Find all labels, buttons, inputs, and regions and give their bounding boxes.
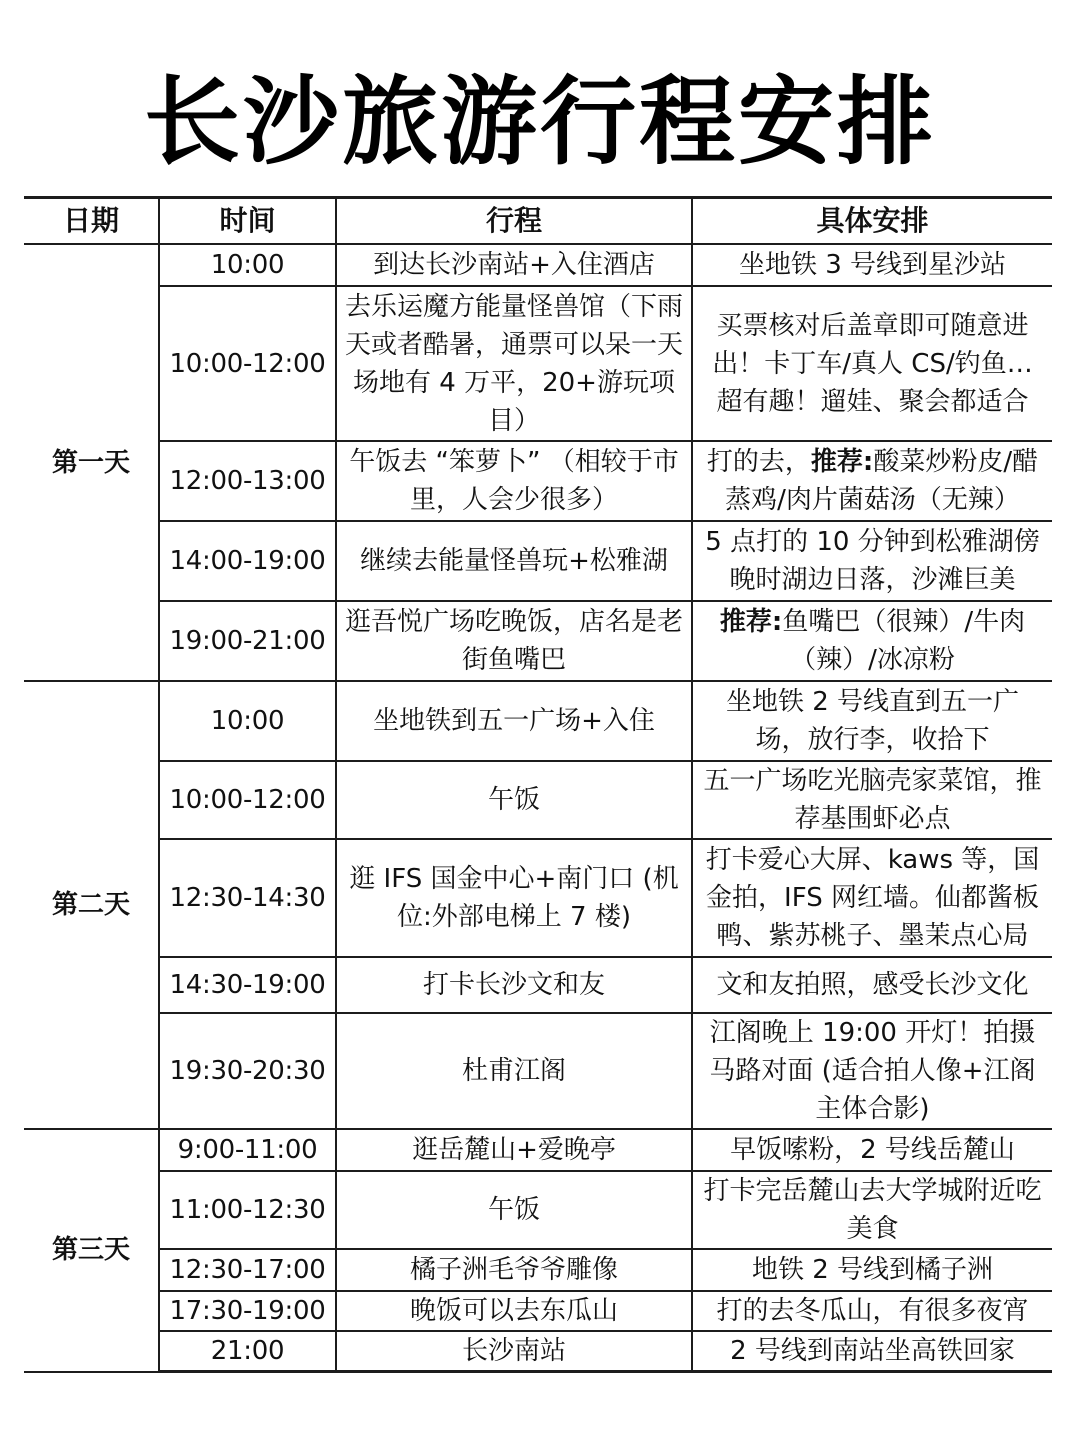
detail-cell: 五一广场吃光脑壳家菜馆，推荐基围虾必点 — [692, 761, 1052, 839]
detail-prefix: 打的去， — [706, 447, 811, 477]
itinerary-table — [24, 196, 1052, 1373]
trip-cell: 打卡长沙文和友 — [336, 957, 692, 1013]
header-row — [24, 198, 1052, 245]
trip-cell: 午饭 — [336, 1171, 692, 1249]
table-row — [24, 761, 1052, 839]
recommend-label: 推荐: — [810, 447, 874, 477]
trip-cell: 坐地铁到五一广场+入住 — [336, 681, 692, 761]
table-row — [24, 441, 1052, 521]
time-cell: 11:00-12:30 — [159, 1171, 336, 1249]
recommend-label: 推荐: — [719, 607, 783, 637]
detail-cell: 早饭嗦粉，2 号线岳麓山 — [692, 1129, 1052, 1171]
table-row — [24, 1171, 1052, 1249]
page-title: 长沙旅游行程安排 — [144, 66, 936, 178]
trip-cell: 午饭去 “笨萝卜” （相较于市里，人会少很多） — [336, 441, 692, 521]
trip-cell: 到达长沙南站+入住酒店 — [336, 244, 692, 286]
detail-cell: 打卡完岳麓山去大学城附近吃美食 — [692, 1171, 1052, 1249]
trip-cell: 逛吾悦广场吃晚饭，店名是老街鱼嘴巴 — [336, 601, 692, 681]
detail-cell: 打的去冬瓜山，有很多夜宵 — [692, 1291, 1052, 1331]
header-detail: 具体安排 — [692, 198, 1052, 245]
trip-cell: 晚饭可以去东瓜山 — [336, 1291, 692, 1331]
table-row — [24, 957, 1052, 1013]
time-cell: 12:30-14:30 — [159, 839, 336, 957]
trip-cell: 逛岳麓山+爱晚亭 — [336, 1129, 692, 1171]
trip-cell: 午饭 — [336, 761, 692, 839]
detail-text: 鱼嘴巴（很辣）/牛肉（辣）/冰凉粉 — [782, 607, 1026, 675]
detail-cell — [692, 441, 1052, 521]
detail-cell: 2 号线到南站坐高铁回家 — [692, 1331, 1052, 1372]
header-time: 时间 — [159, 198, 336, 245]
time-cell: 10:00 — [159, 244, 336, 286]
detail-cell: 地铁 2 号线到橘子洲 — [692, 1249, 1052, 1291]
table-row — [24, 1291, 1052, 1331]
detail-cell — [692, 601, 1052, 681]
table-row — [24, 1013, 1052, 1129]
time-cell: 10:00-12:00 — [159, 286, 336, 441]
time-cell: 10:00-12:00 — [159, 761, 336, 839]
detail-cell: 坐地铁 3 号线到星沙站 — [692, 244, 1052, 286]
table-row — [24, 1331, 1052, 1372]
time-cell: 17:30-19:00 — [159, 1291, 336, 1331]
time-cell: 19:00-21:00 — [159, 601, 336, 681]
trip-cell: 杜甫江阁 — [336, 1013, 692, 1129]
table-row — [24, 839, 1052, 957]
table-row — [24, 681, 1052, 761]
trip-cell: 逛 IFS 国金中心+南门口 (机位:外部电梯上 7 楼) — [336, 839, 692, 957]
day-label: 第二天 — [24, 681, 159, 1129]
detail-cell: 江阁晚上 19:00 开灯！拍摄马路对面 (适合拍人像+江阁主体合影) — [692, 1013, 1052, 1129]
detail-cell: 买票核对后盖章即可随意进出！卡丁车/真人 CS/钓鱼…超有趣！遛娃、聚会都适合 — [692, 286, 1052, 441]
header-day: 日期 — [24, 198, 159, 245]
trip-cell: 继续去能量怪兽玩+松雅湖 — [336, 521, 692, 601]
time-cell: 12:00-13:00 — [159, 441, 336, 521]
table-row — [24, 244, 1052, 286]
trip-cell: 长沙南站 — [336, 1331, 692, 1372]
table-row — [24, 286, 1052, 441]
detail-text: 酸菜炒粉皮/醋蒸鸡/肉片菌菇汤（无辣） — [725, 447, 1039, 515]
time-cell: 19:30-20:30 — [159, 1013, 336, 1129]
table-row — [24, 601, 1052, 681]
detail-cell: 文和友拍照，感受长沙文化 — [692, 957, 1052, 1013]
day-label: 第一天 — [24, 244, 159, 681]
time-cell: 21:00 — [159, 1331, 336, 1372]
time-cell: 14:00-19:00 — [159, 521, 336, 601]
detail-cell: 5 点打的 10 分钟到松雅湖傍晚时湖边日落，沙滩巨美 — [692, 521, 1052, 601]
time-cell: 10:00 — [159, 681, 336, 761]
header-trip: 行程 — [336, 198, 692, 245]
detail-cell: 坐地铁 2 号线直到五一广场，放行李，收拾下 — [692, 681, 1052, 761]
time-cell: 12:30-17:00 — [159, 1249, 336, 1291]
time-cell: 14:30-19:00 — [159, 957, 336, 1013]
detail-cell: 打卡爱心大屏、kaws 等，国金拍，IFS 网红墙。仙都酱板鸭、紫苏桃子、墨茉点心局 — [692, 839, 1052, 957]
table-row — [24, 1249, 1052, 1291]
table-row — [24, 521, 1052, 601]
trip-cell: 去乐运魔方能量怪兽馆（下雨天或者酷暑，通票可以呆一天场地有 4 万平，20+游玩项目） — [336, 286, 692, 441]
time-cell: 9:00-11:00 — [159, 1129, 336, 1171]
day-label: 第三天 — [24, 1129, 159, 1372]
trip-cell: 橘子洲毛爷爷雕像 — [336, 1249, 692, 1291]
table-row — [24, 1129, 1052, 1171]
